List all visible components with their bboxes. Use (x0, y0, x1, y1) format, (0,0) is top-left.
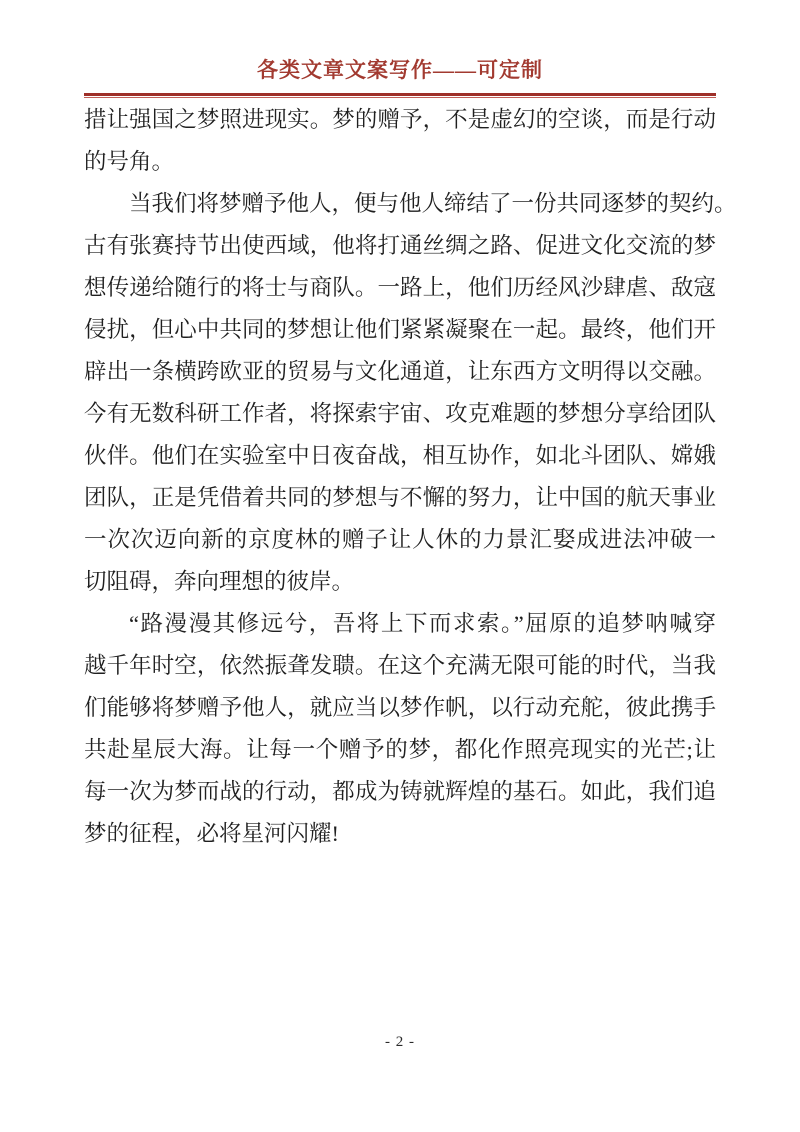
body-line: 辟出一条横跨欧亚的贸易与文化通道，让东西方文明得以交融。 (84, 359, 716, 384)
page-header (84, 0, 716, 98)
body-line: 今有无数科研工作者，将探索宇宙、攻克难题的梦想分享给团队 (84, 401, 716, 426)
body-line: 们能够将梦赠予他人，就应当以梦作帆，以行动充舵，彼此携手 (84, 695, 716, 720)
header-title: 各类文章文案写作——可定制 (257, 58, 543, 82)
body-line: 的号角。 (84, 149, 175, 174)
body-line: 一次次迈向新的京度林的赠子让人休的力景汇娶成进法冲破一 (84, 527, 716, 552)
body-line: 侵扰，但心中共同的梦想让他们紧紧凝聚在一起。最终，他们开 (84, 317, 716, 342)
document-body (84, 99, 737, 855)
body-line: 共赴星辰大海。让每一个赠予的梦，都化作照亮现实的光芒;让 (84, 737, 716, 762)
body-line: “路漫漫其修远兮，吾将上下而求索。”屈原的追梦呐喊穿 (129, 611, 716, 636)
body-line: 梦的征程，必将星河闪耀! (84, 821, 339, 846)
body-line: 团队，正是凭借着共同的梦想与不懈的努力，让中国的航天事业 (84, 485, 716, 510)
page-footer (0, 1033, 800, 1051)
body-line: 每一次为梦而战的行动，都成为铸就辉煌的基石。如此，我们追 (84, 779, 716, 804)
header-divider (84, 93, 716, 98)
body-line: 措让强国之梦照进现实。梦的赠予，不是虚幻的空谈，而是行动 (84, 107, 716, 132)
header-divider-thick-line (84, 93, 716, 96)
page-number: - 2 - (385, 1034, 415, 1050)
header-divider-thin-line (84, 97, 716, 98)
body-line: 当我们将梦赠予他人，便与他人缔结了一份共同逐梦的契约。 (129, 191, 737, 216)
body-line: 伙伴。他们在实验室中日夜奋战，相互协作，如北斗团队、嫦娥 (84, 443, 716, 468)
body-line: 切阻碍，奔向理想的彼岸。 (84, 569, 355, 594)
body-line: 想传递给随行的将士与商队。一路上，他们历经风沙肆虐、敌寇 (84, 275, 716, 300)
body-line: 越千年时空，依然振聋发聩。在这个充满无限可能的时代，当我 (84, 653, 716, 678)
body-line: 古有张赛持节出使西域，他将打通丝绸之路、促进文化交流的梦 (84, 233, 716, 258)
